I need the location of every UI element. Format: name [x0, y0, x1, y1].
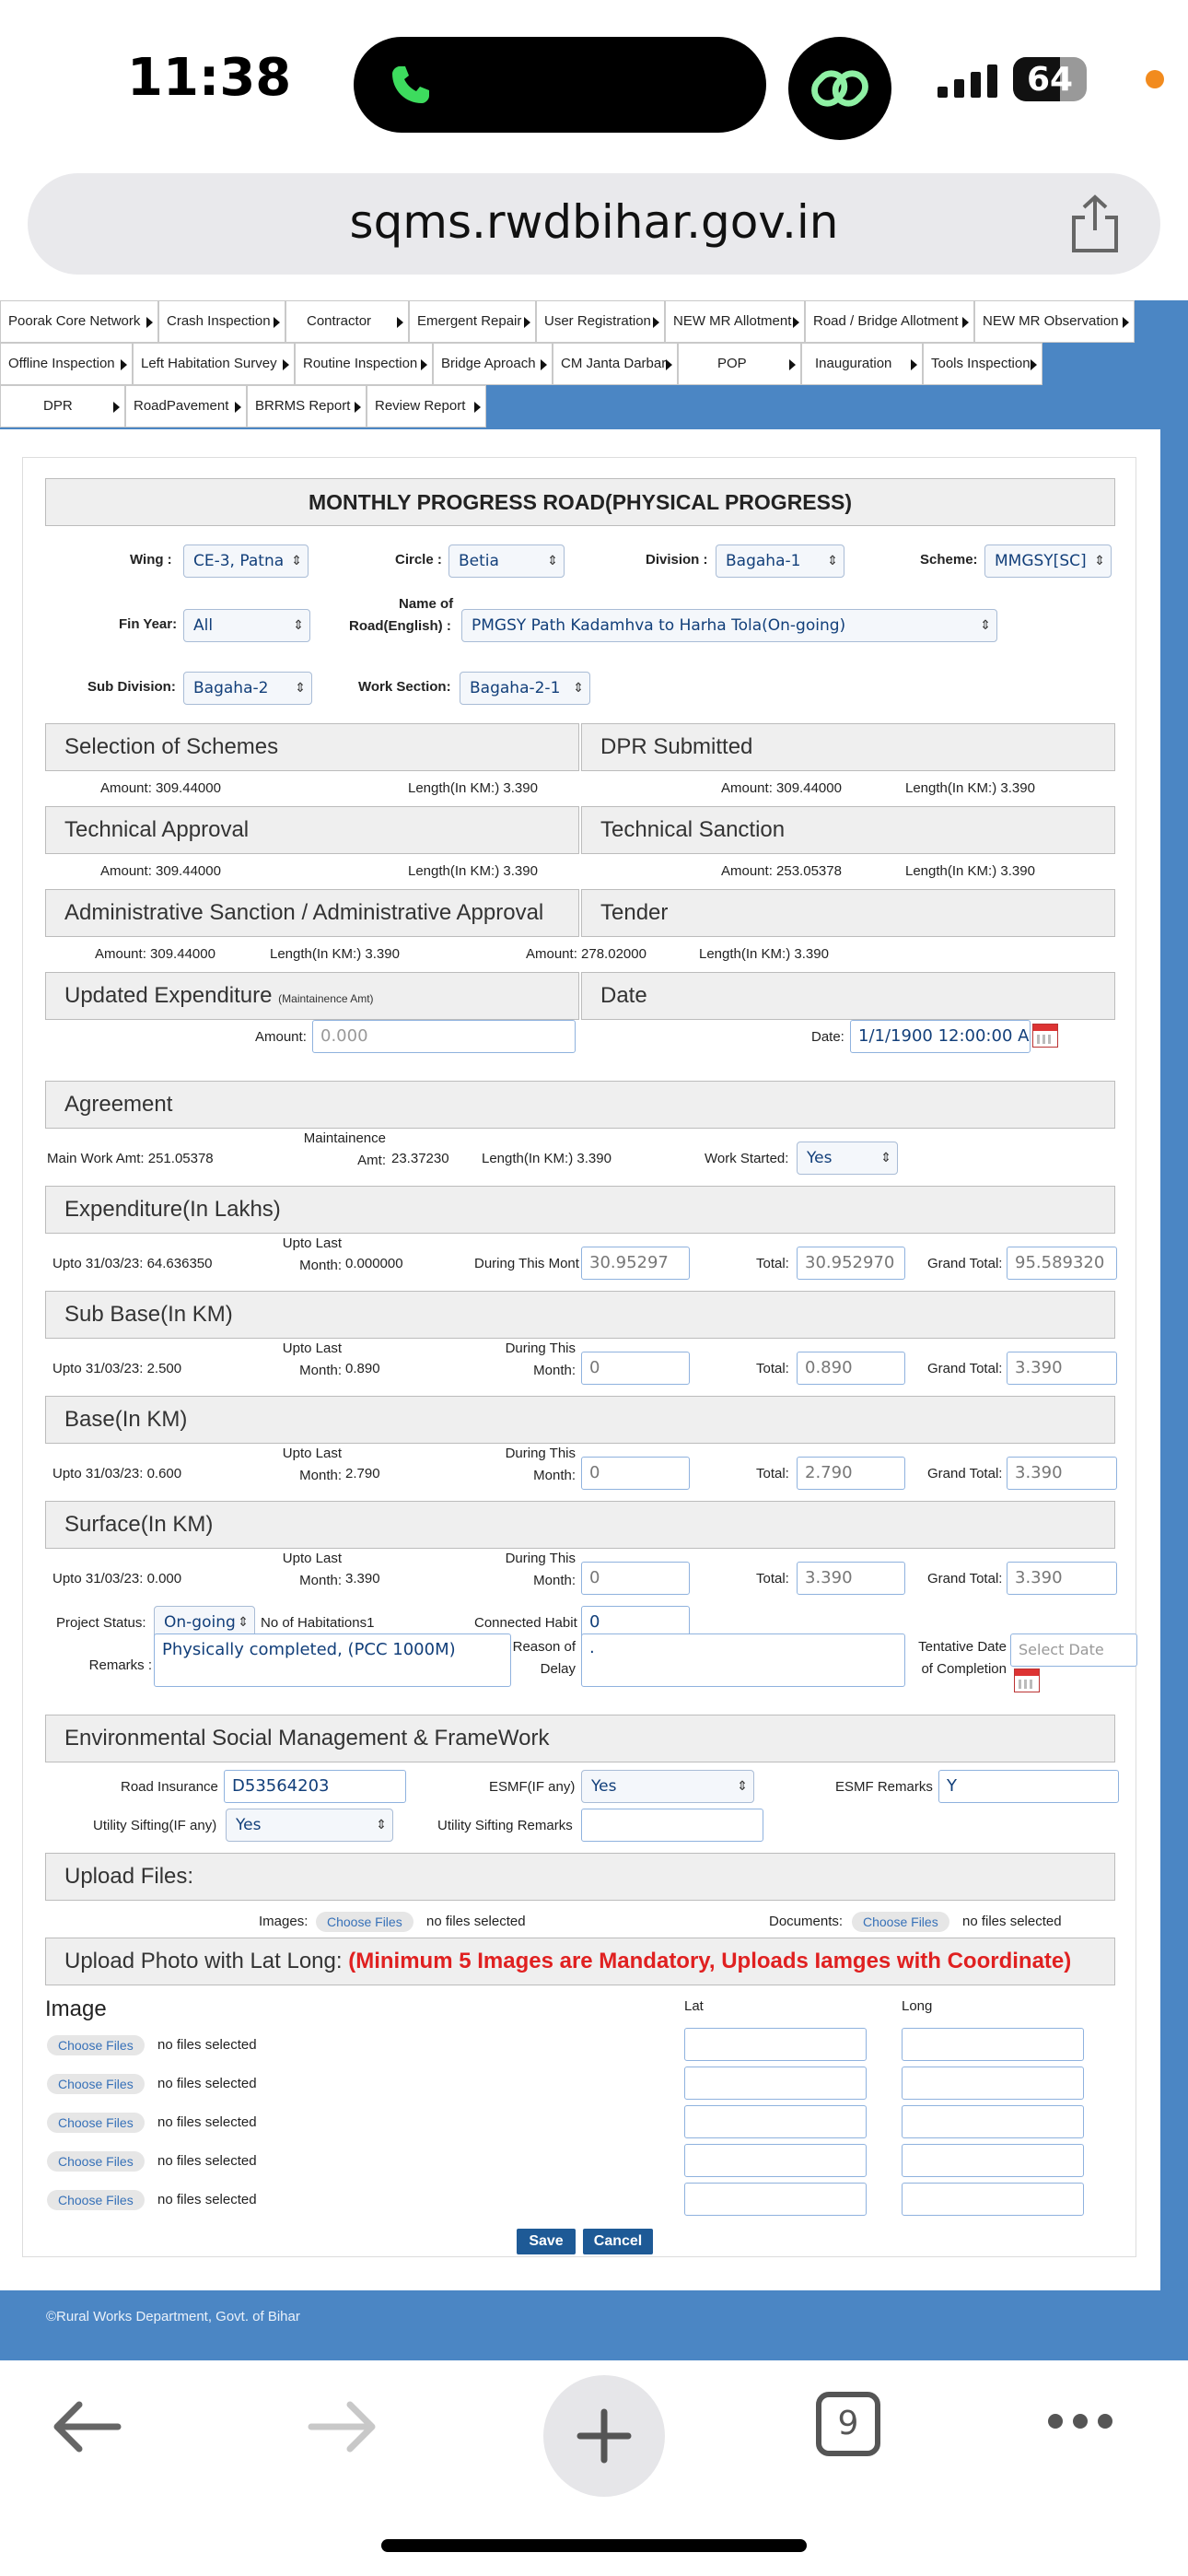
menu-bar: [0, 300, 1135, 429]
base-grand-total-input[interactable]: 3.390: [1007, 1457, 1117, 1490]
photo-no-files-2: no files selected: [157, 2076, 257, 2091]
documents-label: Documents:: [769, 1914, 844, 1929]
utility-sifting-remarks-label: Utility Sifting Remarks: [437, 1818, 573, 1833]
battery-level: 64: [1026, 61, 1074, 99]
road-name-label-line1: Name of: [399, 596, 454, 612]
menu-item-routine-inspection[interactable]: Routine Inspection: [295, 343, 433, 385]
circle-select[interactable]: Betia ⇕: [448, 544, 565, 578]
habitations-value: 1: [367, 1615, 375, 1631]
expenditure-header: Expenditure(In Lakhs): [45, 1186, 1115, 1234]
images-no-files: no files selected: [426, 1914, 526, 1929]
exp-grand-total-input[interactable]: 95.589320: [1007, 1247, 1117, 1280]
save-button[interactable]: Save: [517, 2229, 576, 2254]
scheme-select[interactable]: MMGSY[SC] ⇕: [984, 544, 1112, 578]
sub-base-header: Sub Base(In KM): [45, 1291, 1115, 1339]
selection-length: Length(In KM:) 3.390: [408, 780, 538, 796]
tender-header: Tender: [581, 889, 1115, 937]
delay-label-line2: Delay: [540, 1661, 576, 1677]
subbase-grand-total-label: Grand Total:: [927, 1361, 1003, 1376]
photo-no-files-3: no files selected: [157, 2114, 257, 2130]
link-activity[interactable]: [788, 37, 891, 140]
subbase-last-label-1: Upto Last: [282, 1341, 342, 1356]
link-icon: [809, 57, 871, 120]
habitations-label-text: No of Habitations: [261, 1615, 367, 1631]
more-icon[interactable]: [1046, 2412, 1114, 2430]
tentative-label-line1: Tentative Date: [918, 1639, 1007, 1655]
work-section-value: Bagaha-2-1: [470, 679, 561, 697]
menu-item-road-bridge-allotment[interactable]: Road / Bridge Allotment: [805, 300, 974, 343]
subbase-last-label-2: Month:: [299, 1363, 342, 1378]
work-started-select[interactable]: Yes ⇕: [797, 1142, 898, 1175]
share-icon[interactable]: [1066, 193, 1124, 254]
subbase-upto: Upto 31/03/23: 2.500: [52, 1361, 182, 1376]
base-total-label: Total:: [756, 1466, 789, 1481]
wing-value: CE-3, Patna: [193, 552, 285, 570]
division-value: Bagaha-1: [726, 552, 801, 570]
plus-icon: [577, 2408, 632, 2464]
menu-item-emergent-repair[interactable]: Emergent Repair: [409, 300, 536, 343]
photo-choose-button-1[interactable]: Choose Files: [47, 2035, 145, 2055]
updated-amount-input[interactable]: 0.000: [312, 1020, 576, 1053]
surface-last-value: 3.390: [345, 1571, 380, 1587]
lat-input-3[interactable]: [684, 2105, 867, 2138]
photo-no-files-5: no files selected: [157, 2192, 257, 2207]
menu-item-tools-inspection[interactable]: Tools Inspection: [923, 343, 1042, 385]
base-last-label-1: Upto Last: [282, 1446, 342, 1461]
surface-header: Surface(In KM): [45, 1501, 1115, 1549]
upload-photo-header: [45, 1938, 1115, 1985]
photo-no-files-4: no files selected: [157, 2153, 257, 2169]
base-this-label-2: Month:: [533, 1468, 576, 1483]
esmf-label: ESMF(IF any): [489, 1779, 576, 1795]
esmf-select[interactable]: Yes ⇕: [581, 1770, 754, 1803]
scheme-value: MMGSY[SC]: [995, 552, 1087, 570]
long-column-header: Long: [902, 1998, 933, 2014]
delay-textarea[interactable]: .: [581, 1633, 905, 1687]
tentative-calendar-icon[interactable]: [1014, 1669, 1040, 1692]
surface-total-input[interactable]: 3.390: [797, 1562, 905, 1595]
menu-item-pop[interactable]: POP: [678, 343, 801, 385]
exp-grand-total-label: Grand Total:: [927, 1256, 1003, 1271]
admin-sanction-header: Administrative Sanction / Administrative Approval: [45, 889, 579, 937]
subbase-this-label-1: During This: [505, 1341, 576, 1356]
home-indicator[interactable]: [381, 2539, 807, 2552]
photo-choose-button-3[interactable]: Choose Files: [47, 2113, 145, 2133]
base-last-label-2: Month:: [299, 1468, 342, 1483]
menu-item-new-mr-allotment[interactable]: NEW MR Allotment: [665, 300, 805, 343]
footer-copyright: ©Rural Works Department, Govt. of Bihar: [46, 2309, 300, 2324]
lat-input-4[interactable]: [684, 2144, 867, 2177]
project-status-select[interactable]: On-going ⇕: [154, 1606, 255, 1639]
tender-amount: Amount: 278.02000: [526, 946, 646, 962]
main-work-amount: Main Work Amt: 251.05378: [47, 1151, 214, 1166]
utility-sifting-remarks-input[interactable]: [581, 1809, 763, 1842]
circle-value: Betia: [459, 552, 499, 570]
base-total-input[interactable]: 2.790: [797, 1457, 905, 1490]
menu-item-dpr[interactable]: DPR: [0, 385, 125, 427]
documents-choose-button[interactable]: Choose Files: [852, 1912, 949, 1932]
surface-last-label-1: Upto Last: [282, 1551, 342, 1566]
subbase-grand-total-input[interactable]: 3.390: [1007, 1352, 1117, 1385]
updated-expenditure-sub: (Maintainence Amt): [278, 992, 374, 1005]
lat-input-5[interactable]: [684, 2183, 867, 2216]
long-input-5[interactable]: [902, 2183, 1084, 2216]
menu-item-offline-inspection[interactable]: Offline Inspection: [0, 343, 133, 385]
long-input-2[interactable]: [902, 2067, 1084, 2100]
connected-habitations-label: Connected Habit: [474, 1615, 577, 1631]
technical-approval-header: Technical Approval: [45, 806, 579, 854]
menu-item-brrms-report[interactable]: BRRMS Report: [247, 385, 367, 427]
fin-year-value: All: [193, 616, 214, 635]
remarks-textarea[interactable]: Physically completed, (PCC 1000M): [154, 1633, 511, 1687]
work-started-value: Yes: [807, 1149, 833, 1167]
dpr-length: Length(In KM:) 3.390: [905, 780, 1035, 796]
selection-of-schemes-header: Selection of Schemes: [45, 723, 579, 771]
habitations-label: [261, 1615, 374, 1631]
menu-item-cm-janta-darbar[interactable]: CM Janta Darbar: [553, 343, 678, 385]
scheme-label: Scheme:: [920, 552, 978, 568]
battery-icon: [1013, 57, 1087, 101]
esmf-header: Environmental Social Management & FrameWork: [45, 1715, 1115, 1762]
esmf-remarks-label: ESMF Remarks: [835, 1779, 933, 1795]
image-column-header: Image: [45, 1996, 107, 2021]
surface-this-label-1: During This: [505, 1551, 576, 1566]
lat-input-1[interactable]: [684, 2028, 867, 2061]
address-bar[interactable]: [28, 173, 1160, 275]
calendar-icon[interactable]: [1032, 1024, 1058, 1048]
road-insurance-input[interactable]: D53564203: [224, 1770, 406, 1803]
page-footer: [0, 2290, 1135, 2360]
dynamic-island[interactable]: [354, 37, 766, 133]
menu-item-user-registration[interactable]: User Registration: [536, 300, 665, 343]
circle-label: Circle :: [395, 552, 442, 568]
images-choose-button[interactable]: Choose Files: [316, 1912, 413, 1932]
fin-year-select[interactable]: All ⇕: [183, 609, 310, 642]
esmf-remarks-input[interactable]: Y: [938, 1770, 1119, 1803]
tentative-label-line2: of Completion: [921, 1661, 1007, 1677]
exp-this-label: During This Mont: [474, 1256, 579, 1271]
long-input-4[interactable]: [902, 2144, 1084, 2177]
base-last-value: 2.790: [345, 1466, 380, 1481]
maintenance-value: 23.37230: [391, 1151, 449, 1166]
admin-amount: Amount: 309.44000: [95, 946, 215, 962]
surface-grand-total-input[interactable]: 3.390: [1007, 1562, 1117, 1595]
subbase-total-input[interactable]: 0.890: [797, 1352, 905, 1385]
admin-length: Length(In KM:) 3.390: [270, 946, 400, 962]
tentative-date-input[interactable]: Select Date: [1010, 1633, 1137, 1667]
selection-amount: Amount: 309.44000: [100, 780, 221, 796]
project-status-value: On-going: [164, 1613, 236, 1632]
remarks-label: Remarks :: [88, 1657, 152, 1673]
upload-files-header: Upload Files:: [45, 1853, 1115, 1901]
long-input-3[interactable]: [902, 2105, 1084, 2138]
cancel-button[interactable]: Cancel: [583, 2229, 653, 2254]
privacy-dot: [1146, 70, 1164, 88]
project-status-label: Project Status:: [56, 1615, 146, 1631]
phone-icon: [389, 63, 433, 107]
base-upto: Upto 31/03/23: 0.600: [52, 1466, 182, 1481]
subbase-last-value: 0.890: [345, 1361, 380, 1376]
menu-item-crash-inspection[interactable]: Crash Inspection: [158, 300, 285, 343]
exp-last-label-2: Month:: [299, 1258, 342, 1273]
menu-item-left-habitation-survey[interactable]: Left Habitation Survey: [133, 343, 295, 385]
surface-this-label-2: Month:: [533, 1573, 576, 1588]
sub-division-select[interactable]: Bagaha-2 ⇕: [183, 672, 312, 705]
agreement-length: Length(In KM:) 3.390: [482, 1151, 611, 1166]
menu-item-contractor[interactable]: Contractor: [285, 300, 409, 343]
menu-item-poorak[interactable]: Poorak Core Network: [0, 300, 158, 343]
photo-no-files-1: no files selected: [157, 2037, 257, 2053]
exp-total-label: Total:: [756, 1256, 789, 1271]
photo-choose-button-4[interactable]: Choose Files: [47, 2151, 145, 2172]
url-text: sqms.rwdbihar.gov.in: [349, 195, 839, 249]
surface-grand-total-label: Grand Total:: [927, 1571, 1003, 1587]
road-insurance-label: Road Insurance: [121, 1779, 218, 1795]
utility-sifting-value: Yes: [236, 1816, 262, 1834]
photo-choose-button-2[interactable]: Choose Files: [47, 2074, 145, 2094]
surface-this-input[interactable]: 0: [581, 1562, 690, 1595]
updated-expenditure-title: Updated Expenditure: [64, 983, 273, 1008]
exp-this-input[interactable]: 30.95297: [581, 1247, 690, 1280]
dpr-amount: Amount: 309.44000: [721, 780, 842, 796]
signal-icon: [938, 64, 998, 98]
menu-item-new-mr-observation[interactable]: NEW MR Observation: [974, 300, 1135, 343]
updated-expenditure-header: [45, 972, 579, 1020]
delay-label-line1: Reason of: [512, 1639, 576, 1655]
work-section-select[interactable]: Bagaha-2-1 ⇕: [460, 672, 590, 705]
menu-item-inauguration[interactable]: Inauguration: [801, 343, 923, 385]
work-section-label: Work Section:: [358, 679, 451, 695]
upload-photo-warning: (Minimum 5 Images are Mandatory, Uploads Iamges with Coordinate): [348, 1949, 1072, 1973]
status-time: 11:38: [127, 48, 292, 108]
tech-approval-amount: Amount: 309.44000: [100, 863, 221, 879]
content-area: [0, 429, 1160, 2290]
web-page: [0, 300, 1188, 2360]
long-input-1[interactable]: [902, 2028, 1084, 2061]
lat-column-header: Lat: [684, 1998, 704, 2014]
road-name-select[interactable]: PMGSY Path Kadamhva to Harha Tola(On-going) ⇕: [461, 609, 997, 642]
wing-label: Wing :: [130, 552, 172, 568]
images-label: Images:: [259, 1914, 309, 1929]
base-this-label-1: During This: [505, 1446, 576, 1461]
form-title: MONTHLY PROGRESS ROAD(PHYSICAL PROGRESS): [45, 478, 1115, 526]
esmf-value: Yes: [591, 1777, 617, 1796]
agreement-header: Agreement: [45, 1081, 1115, 1129]
back-icon[interactable]: [52, 2399, 122, 2454]
expenditure-upto: Upto 31/03/23: 64.636350: [52, 1256, 213, 1271]
updated-amount-label: Amount:: [255, 1029, 307, 1045]
division-select[interactable]: Bagaha-1 ⇕: [716, 544, 844, 578]
work-started-label: Work Started:: [705, 1151, 789, 1166]
tech-approval-length: Length(In KM:) 3.390: [408, 863, 538, 879]
form-panel: [22, 457, 1136, 2257]
upload-photo-title: Upload Photo with Lat Long:: [64, 1949, 349, 1973]
tabs-button[interactable]: 9: [816, 2392, 880, 2456]
date-header: Date: [581, 972, 1115, 1020]
fin-year-label: Fin Year:: [119, 616, 178, 632]
documents-no-files: no files selected: [962, 1914, 1062, 1929]
subbase-this-label-2: Month:: [533, 1363, 576, 1378]
photo-choose-button-5[interactable]: Choose Files: [47, 2190, 145, 2210]
subbase-total-label: Total:: [756, 1361, 789, 1376]
utility-sifting-label: Utility Sifting(IF any): [93, 1818, 217, 1833]
menu-item-bridge-aproach[interactable]: Bridge Aproach: [433, 343, 553, 385]
sub-division-label: Sub Division:: [87, 679, 176, 695]
menu-item-roadpavement[interactable]: RoadPavement: [125, 385, 247, 427]
exp-total-input[interactable]: 30.952970: [797, 1247, 905, 1280]
connected-habitations-input[interactable]: 0: [581, 1606, 690, 1639]
subbase-this-input[interactable]: 0: [581, 1352, 690, 1385]
division-label: Division :: [646, 552, 708, 568]
forward-icon[interactable]: [308, 2399, 378, 2454]
surface-upto: Upto 31/03/23: 0.000: [52, 1571, 182, 1587]
tech-sanction-length: Length(In KM:) 3.390: [905, 863, 1035, 879]
base-header: Base(In KM): [45, 1396, 1115, 1444]
date-label: Date:: [811, 1029, 844, 1045]
wing-select[interactable]: CE-3, Patna ⇕: [183, 544, 309, 578]
tech-sanction-amount: Amount: 253.05378: [721, 863, 842, 879]
surface-last-label-2: Month:: [299, 1573, 342, 1588]
base-this-input[interactable]: 0: [581, 1457, 690, 1490]
new-tab-button[interactable]: [543, 2375, 665, 2497]
tender-length: Length(In KM:) 3.390: [699, 946, 829, 962]
maintenance-label-line2: Amt:: [357, 1153, 386, 1168]
surface-total-label: Total:: [756, 1571, 789, 1587]
sub-division-value: Bagaha-2: [193, 679, 269, 697]
maintenance-label-line1: Maintainence: [303, 1130, 386, 1146]
utility-sifting-select[interactable]: Yes ⇕: [226, 1809, 393, 1842]
menu-item-review-report[interactable]: Review Report: [367, 385, 486, 427]
technical-sanction-header: Technical Sanction: [581, 806, 1115, 854]
lat-input-2[interactable]: [684, 2067, 867, 2100]
exp-last-value: 0.000000: [345, 1256, 403, 1271]
road-name-value: PMGSY Path Kadamhva to Harha Tola(On-going): [472, 616, 846, 635]
base-grand-total-label: Grand Total:: [927, 1466, 1003, 1481]
dpr-submitted-header: DPR Submitted: [581, 723, 1115, 771]
exp-last-label-1: Upto Last: [282, 1235, 342, 1251]
date-input[interactable]: 1/1/1900 12:00:00 A: [850, 1020, 1031, 1053]
road-name-label-line2: Road(English) :: [349, 618, 451, 634]
